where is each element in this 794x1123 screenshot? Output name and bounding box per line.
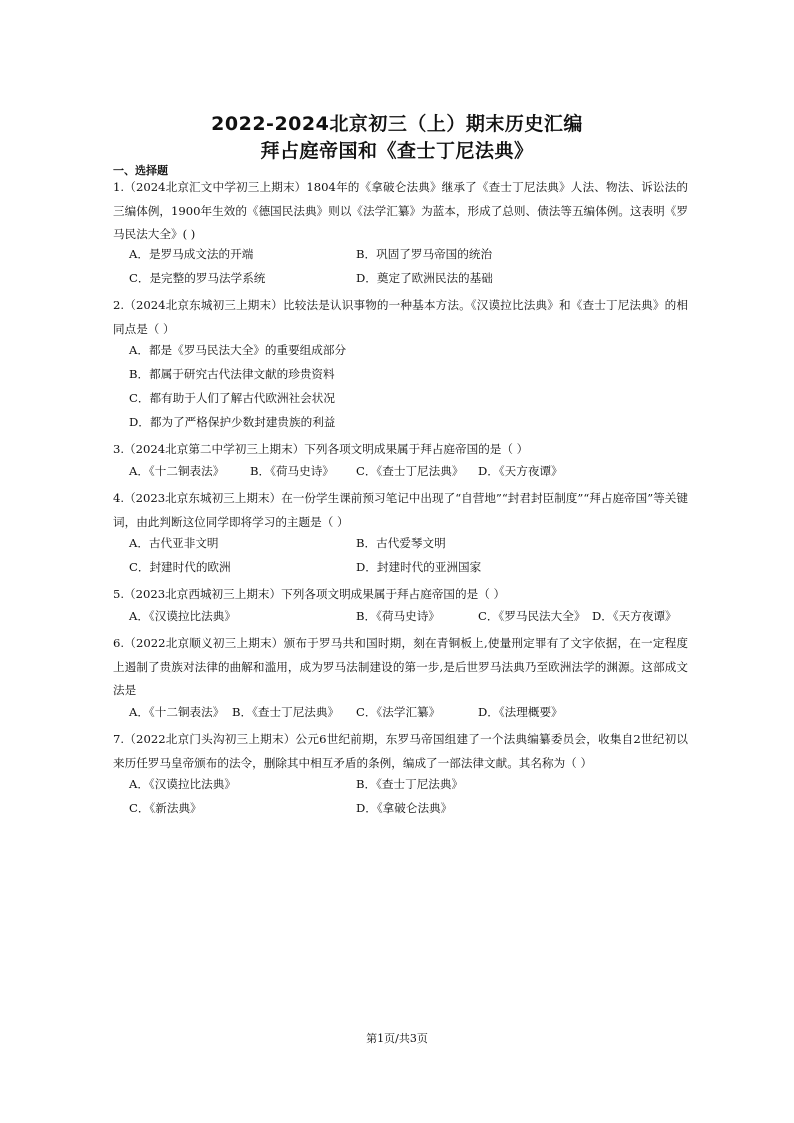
question-6-option-d: D．《法理概要》 <box>478 705 563 719</box>
question-3-option-b: B．《荷马史诗》 <box>250 464 334 478</box>
question-1-stem: 1.（2024北京汇文中学初三上期末）1804年的《拿破仑法典》继承了《查士丁尼法典》人法、物法、诉讼法的三编体例，1900年生效的《德国民法典》则以《法学汇纂》为蓝本，形成了总则、债法等五编体例。这表明《罗马民法大全》( ) <box>113 180 688 242</box>
question-5-option-a: A．《汉谟拉比法典》 <box>129 609 236 623</box>
question-7-option-d: D．《拿破仑法典》 <box>356 801 453 815</box>
question-4-option-c: C．封建时代的欧洲 <box>129 560 231 574</box>
question-2-option-b: B．都属于研究古代法律文献的珍贵资料 <box>129 367 335 381</box>
question-6-stem: 6.（2022北京顺义初三上期末）颁布于罗马共和国时期，刻在青铜板上,使量刑定罪有了文字依据，在一定程度上遏制了贵族对法律的曲解和滥用，成为罗马法制建设的第一步,是后世罗马法典乃至欧洲法学的渊源。这部成文法是 <box>113 636 688 698</box>
question-1-option-a: A．是罗马成文法的开端 <box>129 247 254 261</box>
question-6-option-c: C．《法学汇纂》 <box>356 705 441 719</box>
question-7-option-a: A．《汉谟拉比法典》 <box>129 777 236 791</box>
question-2-option-d: D．都为了严格保护少数封建贵族的利益 <box>129 415 336 429</box>
question-2-option-a: A．都是《罗马民法大全》的重要组成部分 <box>129 343 347 357</box>
page-number: 第1页/共3页 <box>366 1032 428 1045</box>
question-6-option-a: A．《十二铜表法》 <box>129 705 225 719</box>
question-5-option-c: C．《罗马民法大全》 <box>478 609 586 623</box>
question-3-option-c: C．《查士丁尼法典》 <box>356 464 464 478</box>
question-7-option-c: C．《新法典》 <box>129 801 202 815</box>
question-7-stem: 7.（2022北京门头沟初三上期末）公元6世纪前期，东罗马帝国组建了一个法典编纂委员会，收集自2世纪初以来历任罗马皇帝颁布的法令，删除其中相互矛盾的条例，编成了一部法律文献。其名称为（ ） <box>113 732 688 770</box>
document-title: 2022-2024北京初三（上）期末历史汇编 <box>211 113 583 135</box>
question-1-option-b: B．巩固了罗马帝国的统治 <box>356 247 493 261</box>
question-4-option-d: D．封建时代的亚洲国家 <box>356 560 482 574</box>
question-5-option-b: B．《荷马史诗》 <box>356 609 440 623</box>
question-5-stem: 5.（2023北京西城初三上期末）下列各项文明成果属于拜占庭帝国的是（ ） <box>113 587 506 601</box>
question-5-option-d: D．《天方夜谭》 <box>592 609 677 623</box>
question-3-option-d: D．《天方夜谭》 <box>478 464 563 478</box>
document-subtitle: 拜占庭帝国和《查士丁尼法典》 <box>260 140 534 162</box>
section-heading: 一、选择题 <box>113 164 168 177</box>
question-7-option-b: B．《查士丁尼法典》 <box>356 777 464 791</box>
question-3-stem: 3.（2024北京第二中学初三上期末）下列各项文明成果属于拜占庭帝国的是（ ） <box>113 442 529 456</box>
question-1-option-c: C．是完整的罗马法学系统 <box>129 271 266 285</box>
question-6-option-b: B．《查士丁尼法典》 <box>232 705 340 719</box>
question-2-stem: 2.（2024北京东城初三上期末）比较法是认识事物的一种基本方法。《汉谟拉比法典》和《查士丁尼法典》的相同点是（ ） <box>113 298 688 336</box>
question-4-option-a: A．古代亚非文明 <box>129 536 219 550</box>
question-4-stem: 4.（2023北京东城初三上期末）在一份学生课前预习笔记中出现了“自营地”“封君封臣制度”“拜占庭帝国”等关键词，由此判断这位同学即将学习的主题是（ ） <box>113 491 688 529</box>
question-4-option-b: B．古代爱琴文明 <box>356 536 446 550</box>
question-2-option-c: C．都有助于人们了解古代欧洲社会状况 <box>129 391 335 405</box>
question-1-option-d: D．奠定了欧洲民法的基础 <box>356 271 493 285</box>
question-3-option-a: A．《十二铜表法》 <box>129 464 225 478</box>
